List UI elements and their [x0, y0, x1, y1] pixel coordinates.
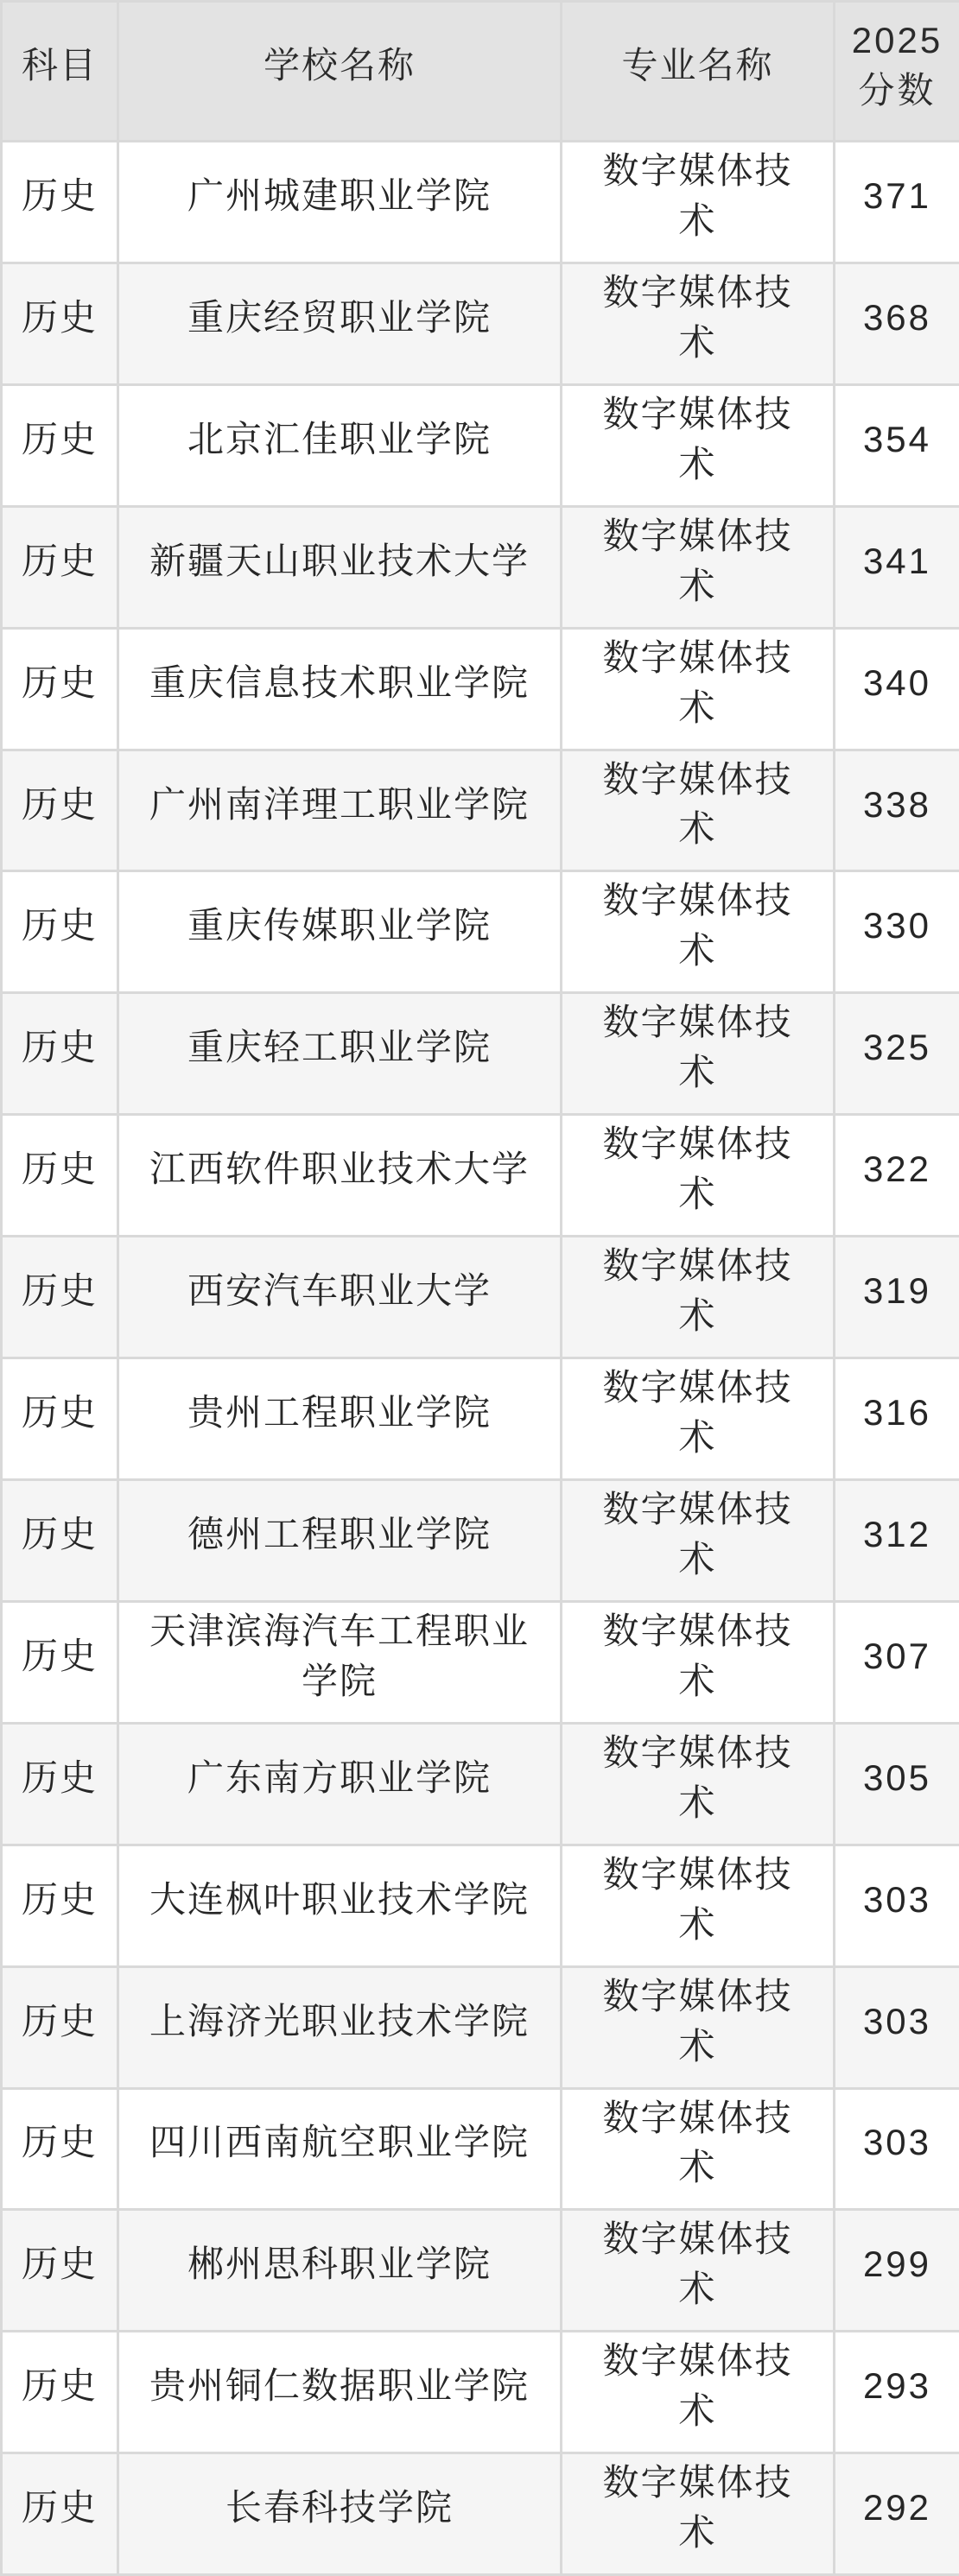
- major-name-cell: 数字媒体技术: [562, 263, 835, 384]
- table-row: [2, 142, 959, 263]
- major-name-cell: 数字媒体技术: [562, 1237, 835, 1358]
- score-cell: 303: [835, 1845, 959, 1966]
- school-name-cell: 天津滨海汽车工程职业学院: [118, 1601, 562, 1723]
- major-name-cell: 数字媒体技术: [562, 2210, 835, 2332]
- school-name-cell: 郴州思科职业学院: [118, 2210, 562, 2332]
- subject-cell: 历史: [2, 2088, 118, 2210]
- subject-cell: 历史: [2, 506, 118, 628]
- score-cell: 299: [835, 2210, 959, 2332]
- score-cell: 325: [835, 993, 959, 1115]
- school-name-cell: 四川西南航空职业学院: [118, 2088, 562, 2210]
- subject-cell: 历史: [2, 263, 118, 384]
- score-cell: 312: [835, 1479, 959, 1601]
- school-name-cell: 贵州铜仁数据职业学院: [118, 2332, 562, 2453]
- subject-cell: 历史: [2, 1723, 118, 1845]
- score-cell: 371: [835, 142, 959, 263]
- subject-cell: 历史: [2, 993, 118, 1115]
- school-name-cell: 上海济光职业技术学院: [118, 1966, 562, 2088]
- subject-cell: 历史: [2, 1966, 118, 2088]
- score-cell: 305: [835, 1723, 959, 1845]
- table-row: [2, 1479, 959, 1601]
- score-cell: 340: [835, 628, 959, 750]
- subject-cell: 历史: [2, 142, 118, 263]
- table-row: [2, 1966, 959, 2088]
- major-name-cell: 数字媒体技术: [562, 1601, 835, 1723]
- major-name-cell: 数字媒体技术: [562, 142, 835, 263]
- table-row: [2, 993, 959, 1115]
- score-cell: 292: [835, 2453, 959, 2575]
- table-row: [2, 2332, 959, 2453]
- school-name-cell: 贵州工程职业学院: [118, 1358, 562, 1480]
- table-row: [2, 263, 959, 384]
- subject-cell: 历史: [2, 2210, 118, 2332]
- school-name-cell: 新疆天山职业技术大学: [118, 506, 562, 628]
- score-cell: 303: [835, 1966, 959, 2088]
- major-name-cell: 数字媒体技术: [562, 1845, 835, 1966]
- table-row: [2, 384, 959, 506]
- subject-cell: 历史: [2, 750, 118, 871]
- school-name-cell: 重庆传媒职业学院: [118, 871, 562, 993]
- score-cell: 322: [835, 1115, 959, 1237]
- major-name-cell: 数字媒体技术: [562, 2088, 835, 2210]
- table-row: [2, 506, 959, 628]
- subject-cell: 历史: [2, 1115, 118, 1237]
- table-row: [2, 871, 959, 993]
- header-major-name: 专业名称: [562, 2, 835, 142]
- major-name-cell: 数字媒体技术: [562, 506, 835, 628]
- score-cell: 338: [835, 750, 959, 871]
- major-name-cell: 数字媒体技术: [562, 1966, 835, 2088]
- subject-cell: 历史: [2, 2332, 118, 2453]
- major-name-cell: 数字媒体技术: [562, 1479, 835, 1601]
- score-cell: 303: [835, 2088, 959, 2210]
- school-name-cell: 重庆经贸职业学院: [118, 263, 562, 384]
- major-name-cell: 数字媒体技术: [562, 1723, 835, 1845]
- school-name-cell: 北京汇佳职业学院: [118, 384, 562, 506]
- school-name-cell: 长春科技学院: [118, 2453, 562, 2575]
- major-name-cell: 数字媒体技术: [562, 628, 835, 750]
- subject-cell: 历史: [2, 1479, 118, 1601]
- subject-cell: 历史: [2, 1358, 118, 1480]
- table-row: [2, 1115, 959, 1237]
- score-cell: 330: [835, 871, 959, 993]
- score-cell: 354: [835, 384, 959, 506]
- score-cell: 293: [835, 2332, 959, 2453]
- school-name-cell: 大连枫叶职业技术学院: [118, 1845, 562, 1966]
- header-subject: 科目: [2, 2, 118, 142]
- school-name-cell: 西安汽车职业大学: [118, 1237, 562, 1358]
- table-row: [2, 2453, 959, 2575]
- table-row: [2, 1845, 959, 1966]
- subject-cell: 历史: [2, 871, 118, 993]
- table-row: [2, 750, 959, 871]
- score-cell: 341: [835, 506, 959, 628]
- subject-cell: 历史: [2, 628, 118, 750]
- header-row: [2, 2, 959, 142]
- major-name-cell: 数字媒体技术: [562, 2453, 835, 2575]
- school-name-cell: 广州南洋理工职业学院: [118, 750, 562, 871]
- subject-cell: 历史: [2, 1601, 118, 1723]
- header-2025-score: 2025 分数: [835, 2, 959, 142]
- table-row: [2, 2210, 959, 2332]
- table-row: [2, 1601, 959, 1723]
- major-name-cell: 数字媒体技术: [562, 1358, 835, 1480]
- score-cell: 316: [835, 1358, 959, 1480]
- header-school-name: 学校名称: [118, 2, 562, 142]
- major-name-cell: 数字媒体技术: [562, 1115, 835, 1237]
- table-row: [2, 1237, 959, 1358]
- subject-cell: 历史: [2, 1237, 118, 1358]
- table-row: [2, 628, 959, 750]
- major-name-cell: 数字媒体技术: [562, 871, 835, 993]
- table-row: [2, 2088, 959, 2210]
- score-cell: 368: [835, 263, 959, 384]
- major-name-cell: 数字媒体技术: [562, 2332, 835, 2453]
- major-name-cell: 数字媒体技术: [562, 384, 835, 506]
- school-name-cell: 德州工程职业学院: [118, 1479, 562, 1601]
- table-row: [2, 1723, 959, 1845]
- school-name-cell: 江西软件职业技术大学: [118, 1115, 562, 1237]
- subject-cell: 历史: [2, 384, 118, 506]
- school-name-cell: 广东南方职业学院: [118, 1723, 562, 1845]
- major-name-cell: 数字媒体技术: [562, 750, 835, 871]
- score-cell: 319: [835, 1237, 959, 1358]
- school-name-cell: 重庆轻工职业学院: [118, 993, 562, 1115]
- school-name-cell: 广州城建职业学院: [118, 142, 562, 263]
- table-row: [2, 1358, 959, 1480]
- subject-cell: 历史: [2, 1845, 118, 1966]
- major-name-cell: 数字媒体技术: [562, 993, 835, 1115]
- subject-cell: 历史: [2, 2453, 118, 2575]
- school-name-cell: 重庆信息技术职业学院: [118, 628, 562, 750]
- score-cell: 307: [835, 1601, 959, 1723]
